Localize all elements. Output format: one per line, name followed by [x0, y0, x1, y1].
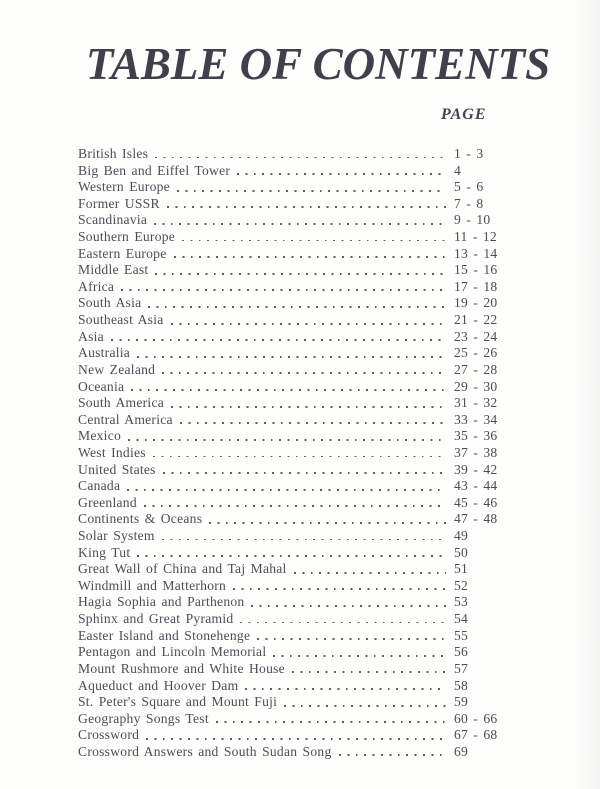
leader-dots [148, 306, 446, 308]
toc-entry-pages: 25 - 26 [454, 345, 498, 361]
toc-entry-pages: 9 - 10 [454, 212, 491, 228]
toc-entry [78, 711, 506, 728]
toc-entry-label: Continents & Oceans [78, 511, 203, 527]
toc-entry-label: Mount Rushmore and White House [78, 660, 285, 676]
toc-entry-pages: 4 [454, 162, 462, 178]
toc-entry-pages: 49 [454, 528, 469, 544]
toc-entry-label: South Asia [78, 295, 142, 311]
leader-dots [162, 372, 446, 374]
toc-entry-pages: 27 - 28 [454, 361, 498, 377]
toc-entry-label: Southeast Asia [78, 312, 164, 328]
toc-entry-label: United States [78, 461, 156, 477]
toc-entry-pages: 23 - 24 [454, 328, 498, 344]
toc-entry-label: Western Europe [78, 179, 170, 195]
toc-entry [78, 196, 506, 213]
toc-entry-label: Hagia Sophia and Parthenon [78, 594, 245, 610]
toc-entry-label: Aqueduct and Hoover Dam [78, 677, 239, 693]
leader-dots [154, 223, 446, 225]
toc-entry-label: British Isles [78, 146, 149, 161]
toc-entry [78, 395, 506, 412]
toc-entry-pages: 56 [454, 644, 469, 660]
toc-entry-label: Mexico [78, 428, 122, 444]
toc-list [78, 146, 506, 761]
toc-entry-pages: 31 - 32 [454, 395, 498, 411]
toc-entry [78, 578, 506, 595]
toc-entry-label: Middle East [78, 262, 149, 278]
toc-entry [78, 644, 506, 661]
toc-entry-label: Geography Songs Test [78, 710, 209, 726]
toc-entry-label: Great Wall of China and Taj Mahal [78, 561, 287, 577]
toc-entry [78, 744, 506, 761]
leader-dots [257, 638, 446, 640]
toc-entry [78, 163, 506, 180]
toc-entry-pages: 60 - 66 [454, 710, 498, 726]
leader-dots [339, 754, 446, 756]
leader-dots [127, 489, 446, 491]
toc-entry [78, 462, 506, 479]
toc-entry [78, 561, 506, 578]
leader-dots [209, 522, 446, 524]
toc-entry-label: West Indies [78, 444, 146, 460]
toc-entry [78, 545, 506, 562]
toc-entry-label: Scandinavia [78, 212, 148, 228]
toc-entry-label: Eastern Europe [78, 245, 167, 261]
toc-entry-pages: 5 - 6 [454, 179, 484, 195]
leader-dots [245, 688, 446, 690]
toc-entry-pages: 57 [454, 660, 469, 676]
toc-entry-pages: 11 - 12 [454, 229, 497, 245]
toc-entry [78, 146, 506, 163]
toc-entry [78, 179, 506, 196]
leader-dots [171, 406, 446, 408]
leader-dots [128, 439, 446, 441]
toc-entry [78, 312, 506, 329]
toc-entry [78, 246, 506, 263]
toc-entry-label: Solar System [78, 528, 155, 544]
leader-dots [144, 505, 446, 507]
toc-entry [78, 262, 506, 279]
toc-entry [78, 628, 506, 645]
toc-entry [78, 511, 506, 528]
toc-entry-pages: 15 - 16 [454, 262, 498, 278]
toc-entry-pages: 1 - 3 [454, 146, 484, 161]
leader-dots [162, 539, 446, 541]
toc-entry-pages: 29 - 30 [454, 378, 498, 394]
toc-entry-pages: 53 [454, 594, 469, 610]
toc-entry [78, 727, 506, 744]
toc-entry-label: Central America [78, 411, 173, 427]
toc-entry-label: New Zealand [78, 361, 156, 377]
leader-dots [174, 256, 446, 258]
toc-entry-pages: 58 [454, 677, 469, 693]
leader-dots [153, 456, 446, 458]
leader-dots [233, 588, 446, 590]
toc-entry-pages: 35 - 36 [454, 428, 498, 444]
toc-entry [78, 611, 506, 628]
leader-dots [284, 705, 446, 707]
toc-entry-label: Australia [78, 345, 131, 361]
leader-dots [111, 339, 446, 341]
toc-entry [78, 212, 506, 229]
leader-dots [240, 622, 446, 624]
toc-entry-pages: 55 [454, 627, 469, 643]
toc-entry-pages: 59 [454, 694, 469, 710]
leader-dots [171, 323, 446, 325]
toc-entry-pages: 52 [454, 577, 469, 593]
toc-entry [78, 229, 506, 246]
leader-dots [137, 356, 446, 358]
toc-entry [78, 594, 506, 611]
toc-entry [78, 279, 506, 296]
leader-dots [137, 555, 446, 557]
toc-entry-label: Big Ben and Eiffel Tower [78, 162, 231, 178]
toc-entry-label: Crossword [78, 727, 140, 743]
toc-entry-label: St. Peter's Square and Mount Fuji [78, 694, 278, 710]
leader-dots [167, 206, 446, 208]
toc-entry-pages: 43 - 44 [454, 478, 498, 494]
leader-dots [180, 422, 446, 424]
leader-dots [163, 472, 446, 474]
toc-entry-pages: 33 - 34 [454, 411, 498, 427]
toc-entry [78, 329, 506, 346]
toc-entry-label: Windmill and Matterhorn [78, 577, 227, 593]
leader-dots [216, 721, 446, 723]
toc-entry [78, 379, 506, 396]
toc-entry-pages: 69 [454, 743, 469, 759]
toc-entry-label: Canada [78, 478, 121, 494]
leader-dots [155, 273, 446, 275]
toc-entry-label: Oceania [78, 378, 125, 394]
toc-entry [78, 412, 506, 429]
toc-entry-pages: 50 [454, 544, 469, 560]
toc-entry-pages: 39 - 42 [454, 461, 498, 477]
toc-entry [78, 528, 506, 545]
toc-entry-pages: 21 - 22 [454, 312, 498, 328]
toc-entry-pages: 45 - 46 [454, 494, 498, 510]
toc-entry-pages: 37 - 38 [454, 444, 498, 460]
toc-entry [78, 362, 506, 379]
leader-dots [294, 572, 446, 574]
toc-entry-label: King Tut [78, 544, 131, 560]
toc-entry-label: Crossword Answers and South Sudan Song [78, 743, 332, 759]
toc-entry-label: Sphinx and Great Pyramid [78, 611, 234, 627]
toc-entry-pages: 13 - 14 [454, 245, 498, 261]
toc-entry [78, 445, 506, 462]
toc-entry-pages: 51 [454, 561, 469, 577]
toc-entry-pages: 19 - 20 [454, 295, 498, 311]
toc-entry [78, 495, 506, 512]
toc-entry-label: Asia [78, 328, 104, 344]
toc-entry [78, 661, 506, 678]
toc-entry-label: Pentagon and Lincoln Memorial [78, 644, 267, 660]
leader-dots [177, 190, 446, 192]
leader-dots [155, 157, 446, 159]
leader-dots [251, 605, 446, 607]
leader-dots [131, 389, 446, 391]
leader-dots [146, 738, 446, 740]
toc-entry-pages: 54 [454, 611, 469, 627]
toc-entry [78, 694, 506, 711]
page-column-header: PAGE [441, 106, 487, 123]
toc-entry-label: Former USSR [78, 195, 160, 211]
toc-entry [78, 478, 506, 495]
toc-entry [78, 678, 506, 695]
page-title: TABLE OF CONTENTS [85, 39, 551, 89]
leader-dots [182, 240, 446, 242]
toc-entry-label: Greenland [78, 494, 137, 510]
leader-dots [273, 655, 446, 657]
toc-entry-pages: 67 - 68 [454, 727, 498, 743]
toc-entry [78, 345, 506, 362]
toc-entry-label: Easter Island and Stonehenge [78, 627, 251, 643]
toc-entry-label: Southern Europe [78, 229, 176, 245]
leader-dots [292, 671, 446, 673]
leader-dots [237, 173, 446, 175]
toc-entry-label: Africa [78, 278, 115, 294]
toc-entry-pages: 7 - 8 [454, 195, 484, 211]
leader-dots [121, 289, 446, 291]
toc-entry [78, 295, 506, 312]
toc-entry-pages: 17 - 18 [454, 278, 498, 294]
toc-entry-pages: 47 - 48 [454, 511, 498, 527]
toc-entry-label: South America [78, 395, 165, 411]
toc-entry [78, 428, 506, 445]
